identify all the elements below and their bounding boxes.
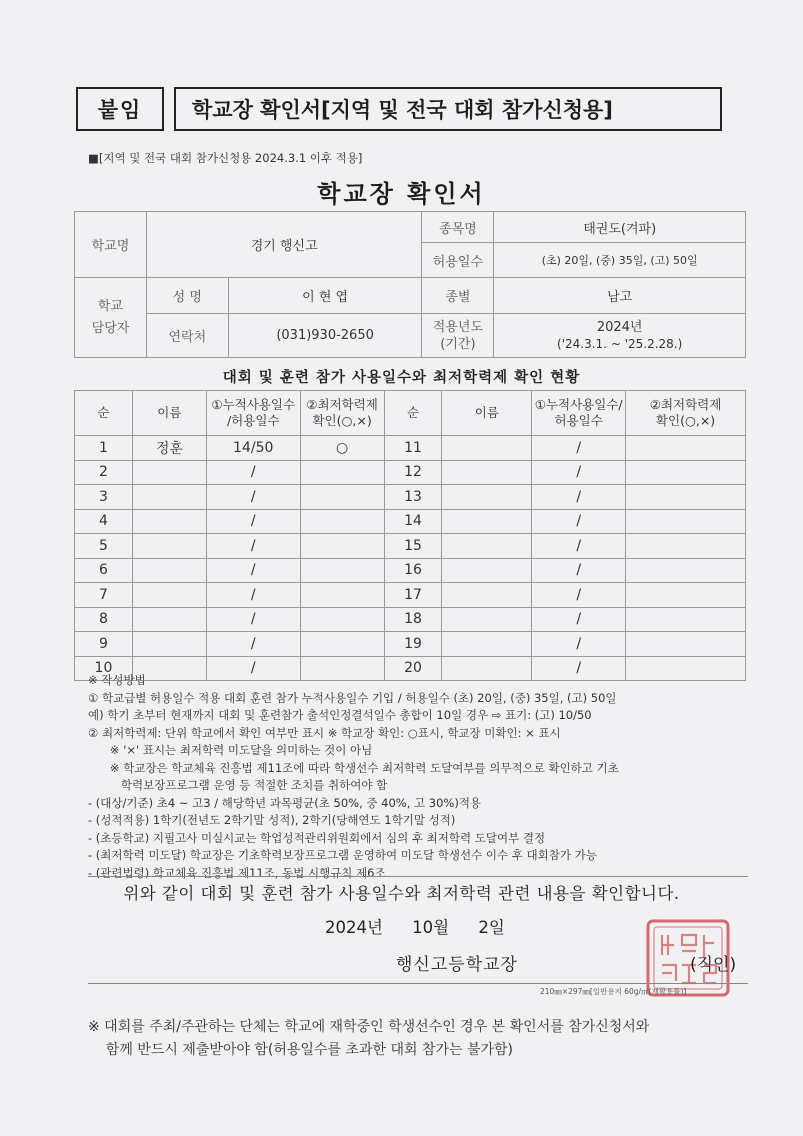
cell-days-2: / [532, 656, 626, 681]
cell-days-2: / [532, 558, 626, 583]
notes-heading: ※ 작성방법 [88, 673, 146, 687]
cell-name-2 [442, 632, 532, 657]
table-row [75, 607, 746, 632]
cell-days-2: / [532, 632, 626, 657]
cell-academic [300, 607, 384, 632]
cell-academic [300, 583, 384, 608]
header-days-2: ①누적사용일수/ 허용일수 [532, 391, 626, 436]
header-days: ①누적사용일수 /허용일수 [206, 391, 300, 436]
cell-name [132, 485, 206, 510]
cell-name-2 [442, 460, 532, 485]
cell-academic [300, 460, 384, 485]
cell-no: 8 [75, 607, 133, 632]
cell-days-2: / [532, 534, 626, 559]
cell-name-2 [442, 436, 532, 461]
cell-name [132, 632, 206, 657]
manager-label: 학교 담당자 [75, 278, 147, 358]
cell-name [132, 534, 206, 559]
year-label: 적용년도 (기간) [422, 314, 494, 358]
divider [88, 876, 748, 877]
cell-no: 5 [75, 534, 133, 559]
table-row [75, 583, 746, 608]
cell-days: / [206, 509, 300, 534]
cell-no-2: 12 [384, 460, 442, 485]
divider [88, 983, 748, 984]
page-title: 학교장 확인서 [317, 180, 486, 208]
cell-academic [300, 534, 384, 559]
header-name-2: 이름 [442, 391, 532, 436]
cell-name [132, 460, 206, 485]
cell-days: / [206, 656, 300, 681]
cell-academic-2 [626, 632, 746, 657]
cell-academic [300, 485, 384, 510]
cell-no: 2 [75, 460, 133, 485]
school-principal-name: 행신고등학교장 [396, 955, 518, 975]
instructions-notes [88, 672, 758, 882]
gender-label: 종별 [422, 278, 494, 314]
year-period: ('24.3.1. ~ '25.2.28.) [557, 336, 683, 351]
header-name: 이름 [132, 391, 206, 436]
note-line: - (초등학교) 지필고사 미실시교는 학업성적관리위원회에서 심의 후 최저학력 도달여부 결정 [88, 830, 546, 845]
cell-no-2: 19 [384, 632, 442, 657]
cell-name-2 [442, 558, 532, 583]
note-line: - (대상/기준) 초4 ~ 고3 / 해당학년 과목평균(초 50%, 중 40%, 고 30%)적용 [88, 795, 482, 810]
cell-days-2: / [532, 436, 626, 461]
cell-days: 14/50 [206, 436, 300, 461]
note-line: ① 학교급별 허용일수 적용 대회 훈련 참가 누적사용일수 기입 / 허용일수 (초) 20일, (중) 35일, (고) 50일 [88, 690, 617, 705]
allowed-days-value: (초) 20일, (중) 35일, (고) 50일 [494, 243, 746, 278]
cell-academic-2 [626, 436, 746, 461]
year-value: 2024년 [596, 319, 643, 335]
cell-name-2 [442, 485, 532, 510]
event-value: 태권도(겨파) [494, 212, 746, 243]
cell-name-2 [442, 534, 532, 559]
paper-spec-note: 210㎜×297㎜[일반용지 60g/㎡(재활용품)] [540, 987, 687, 996]
cell-no-2: 16 [384, 558, 442, 583]
note-line: ※ 학교장은 학교체육 진흥법 제11조에 따라 학생선수 최저학력 도달여부를 의무적으로 확인하고 기초 [88, 760, 619, 775]
school-value: 경기 행신고 [146, 212, 422, 278]
cell-no-2: 11 [384, 436, 442, 461]
cell-days: / [206, 460, 300, 485]
cell-name-2 [442, 509, 532, 534]
cell-no-2: 17 [384, 583, 442, 608]
cell-no: 10 [75, 656, 133, 681]
allowed-days-label: 허용일수 [422, 243, 494, 278]
cell-academic-2 [626, 607, 746, 632]
note-line: - (성적적용) 1학기(전년도 2학기말 성적), 2학기(당해연도 1학기말 성적) [88, 813, 456, 827]
cell-days-2: / [532, 485, 626, 510]
table-row [75, 558, 746, 583]
cell-academic-2 [626, 485, 746, 510]
cell-no: 7 [75, 583, 133, 608]
event-label: 종목명 [422, 212, 494, 243]
cell-academic-2 [626, 534, 746, 559]
cell-academic-2 [626, 583, 746, 608]
note-line: - (최저학력 미도달) 학교장은 기초학력보장프로그램 운영하여 미도달 학생선수 이수 후 대회참가 가능 [88, 848, 597, 862]
cell-name-2 [442, 607, 532, 632]
table-row [75, 485, 746, 510]
cell-days: / [206, 558, 300, 583]
table-row [75, 534, 746, 559]
cell-academic [300, 509, 384, 534]
cell-no-2: 15 [384, 534, 442, 559]
cell-name [132, 509, 206, 534]
attachment-tag: 붙임 [76, 87, 164, 131]
header-academic-2: ②최저학력제 확인(○,×) [626, 391, 746, 436]
note-line: ※ '×' 표시는 최저학력 미도달을 의미하는 것이 아님 [88, 743, 373, 757]
cell-days: / [206, 583, 300, 608]
cell-days: / [206, 485, 300, 510]
header-no-2: 순 [384, 391, 442, 436]
cell-name [132, 607, 206, 632]
cell-no: 6 [75, 558, 133, 583]
school-info-table [74, 211, 746, 358]
cell-no-2: 14 [384, 509, 442, 534]
issue-date: 2024년 10월 2일 [325, 918, 505, 937]
cell-academic-2 [626, 558, 746, 583]
cell-academic [300, 558, 384, 583]
usage-header-row [75, 391, 746, 436]
header-no: 순 [75, 391, 133, 436]
school-label: 학교명 [75, 212, 147, 278]
table-row [75, 436, 746, 461]
notice-line: 함께 반드시 제출받아야 함(허용일수를 초과한 대회 참가는 불가함) [88, 1042, 514, 1058]
cell-name [132, 558, 206, 583]
confirmation-statement: 위와 같이 대회 및 훈련 참가 사용일수와 최저학력 관련 내용을 확인합니다. [123, 884, 680, 903]
submission-notice [88, 1016, 649, 1062]
usage-section-title: 대회 및 훈련 참가 사용일수와 최저학력제 확인 현황 [222, 370, 581, 386]
year-cell [494, 314, 746, 358]
header-academic: ②최저학력제 확인(○,×) [300, 391, 384, 436]
table-row [75, 460, 746, 485]
cell-days-2: / [532, 509, 626, 534]
cell-no: 4 [75, 509, 133, 534]
gender-value: 남고 [494, 278, 746, 314]
notice-line: ※ 대회를 주최/주관하는 단체는 학교에 재학중인 학생선수인 경우 본 확인서를 참가신청서와 [88, 1019, 650, 1035]
table-row [75, 632, 746, 657]
cell-no-2: 13 [384, 485, 442, 510]
cell-name: 정훈 [132, 436, 206, 461]
note-line: ② 최저학력제: 단위 학교에서 확인 여부만 표시 ※ 학교장 확인: ○표시, 학교장 미확인: × 표시 [88, 725, 561, 740]
contact-value: (031)930-2650 [228, 314, 422, 358]
cell-no-2: 18 [384, 607, 442, 632]
usage-table [74, 390, 746, 681]
cell-days: / [206, 632, 300, 657]
name-value: 이 현 엽 [228, 278, 422, 314]
document-header-title: 학교장 확인서[지역 및 전국 대회 참가신청용] [174, 87, 722, 131]
cell-no: 1 [75, 436, 133, 461]
note-line: - (관련법령) 학교체육 진흥법 제11조, 동법 시행규칙 제6조 [88, 865, 386, 880]
cell-academic-2 [626, 460, 746, 485]
contact-label: 연락처 [146, 314, 228, 358]
cell-days: / [206, 534, 300, 559]
seal-label: (직인) [690, 955, 737, 975]
cell-no-2: 20 [384, 656, 442, 681]
cell-days-2: / [532, 460, 626, 485]
cell-name [132, 583, 206, 608]
cell-academic-2 [626, 509, 746, 534]
table-row [75, 509, 746, 534]
cell-academic: ○ [300, 436, 384, 461]
cell-days: / [206, 607, 300, 632]
note-line: 예) 학기 초부터 현재까지 대회 및 훈련참가 출석인정결석일수 총합이 10일 경우 ⇨ 표기: (고) 10/50 [88, 708, 592, 722]
applicability-note: ■[지역 및 전국 대회 참가신청용 2024.3.1 이후 적용] [88, 151, 363, 165]
cell-name-2 [442, 583, 532, 608]
cell-academic [300, 632, 384, 657]
cell-no: 3 [75, 485, 133, 510]
name-label: 성 명 [146, 278, 228, 314]
cell-no: 9 [75, 632, 133, 657]
note-line: 학력보장프로그램 운영 등 적절한 조치를 취하여야 함 [88, 778, 388, 792]
cell-days-2: / [532, 607, 626, 632]
cell-days-2: / [532, 583, 626, 608]
